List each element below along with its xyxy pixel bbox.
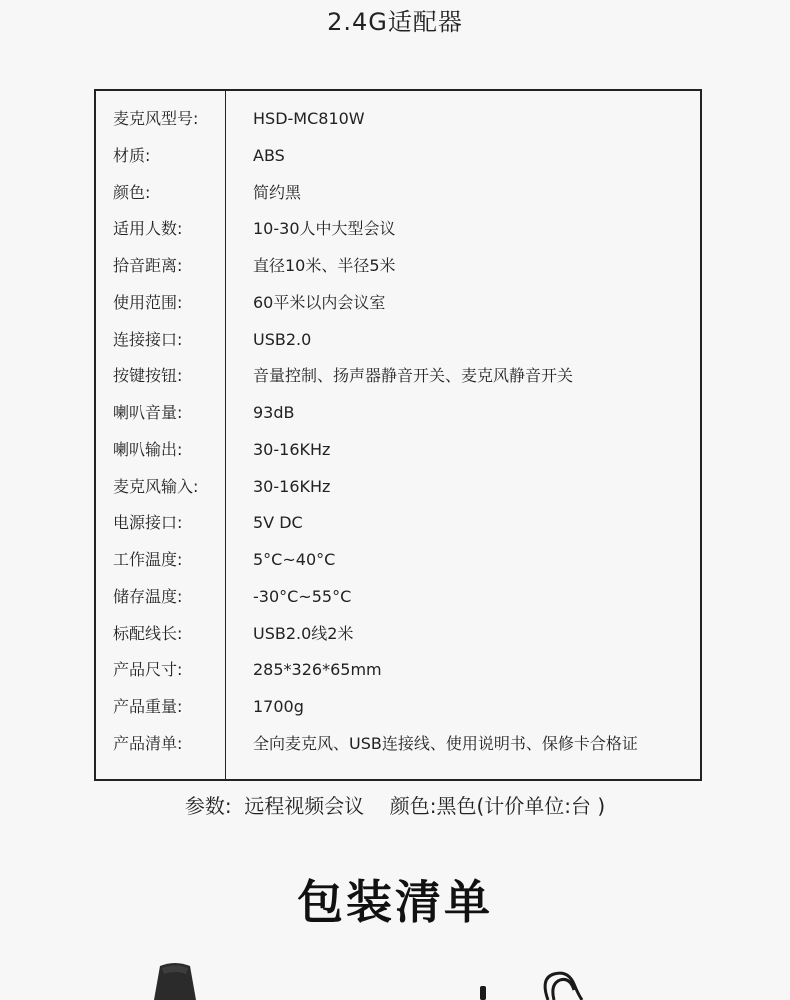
spec-row — [96, 100, 700, 137]
spec-label: 拾音距离: — [113, 256, 183, 275]
spec-label: 电源接口: — [113, 513, 183, 533]
spec-label: 颜色: — [113, 182, 151, 202]
spec-row — [96, 357, 700, 394]
spec-label: 材质: — [113, 145, 151, 165]
spec-label: 使用范围: — [113, 292, 183, 312]
params-caption: 参数: 远程视频会议 颜色:黑色(计价单位:台 ) — [184, 794, 606, 818]
spec-value: -30°C~55°C — [253, 586, 352, 606]
spec-label: 适用人数: — [113, 219, 183, 239]
spec-label: 工作温度: — [113, 550, 183, 569]
spec-value: ABS — [253, 145, 285, 165]
spec-row — [96, 578, 700, 615]
spec-label: 储存温度: — [113, 586, 183, 606]
spec-label: 麦克风输入: — [113, 476, 199, 496]
spec-value: 10-30人中大型会议 — [253, 219, 396, 239]
spec-row — [96, 284, 700, 321]
spec-row — [96, 174, 700, 211]
spec-label: 麦克风型号: — [113, 109, 199, 128]
spec-label: 产品尺寸: — [113, 660, 183, 680]
spec-value: 60平米以内会议室 — [253, 292, 386, 312]
spec-value: 285*326*65mm — [253, 660, 382, 680]
spec-value: 5V DC — [253, 513, 303, 533]
spec-row — [96, 615, 700, 652]
spec-value: HSD-MC810W — [253, 109, 365, 128]
spec-row — [96, 247, 700, 284]
spec-value: 30-16KHz — [253, 476, 331, 496]
spec-row — [96, 725, 700, 762]
adapter-title: 2.4G适配器 — [327, 8, 463, 36]
spec-value: 全向麦克风、USB连接线、使用说明书、保修卡合格证 — [253, 733, 638, 753]
spec-row — [96, 541, 700, 578]
spec-row — [96, 394, 700, 431]
spec-label: 喇叭音量: — [113, 403, 183, 422]
spec-value: 5°C~40°C — [253, 550, 336, 569]
spec-row — [96, 321, 700, 358]
spec-label: 产品清单: — [113, 733, 183, 753]
packing-list-title: 包装清单 — [297, 875, 493, 929]
spec-value: 30-16KHz — [253, 439, 331, 459]
spec-value: 93dB — [253, 403, 295, 422]
spec-label: 喇叭输出: — [113, 439, 183, 459]
spec-label: 连接接口: — [113, 329, 183, 349]
spec-value: 直径10米、半径5米 — [253, 256, 396, 275]
spec-row — [96, 504, 700, 541]
spec-row — [96, 651, 700, 688]
spec-row — [96, 468, 700, 505]
product-device-image — [140, 960, 210, 1000]
spec-row — [96, 210, 700, 247]
spec-label: 标配线长: — [113, 623, 183, 643]
spec-value: 简约黑 — [253, 182, 302, 202]
spec-value: USB2.0线2米 — [253, 623, 354, 643]
spec-label: 按键按钮: — [113, 366, 183, 386]
spec-value: 音量控制、扬声器静音开关、麦克风静音开关 — [253, 366, 574, 386]
spec-value: 1700g — [253, 697, 304, 716]
spec-row — [96, 431, 700, 468]
spec-value: USB2.0 — [253, 329, 312, 349]
spec-row — [96, 688, 700, 725]
spec-table — [94, 89, 702, 781]
spec-row — [96, 137, 700, 174]
usb-cable-image — [470, 968, 600, 1000]
spec-label: 产品重量: — [113, 697, 183, 716]
